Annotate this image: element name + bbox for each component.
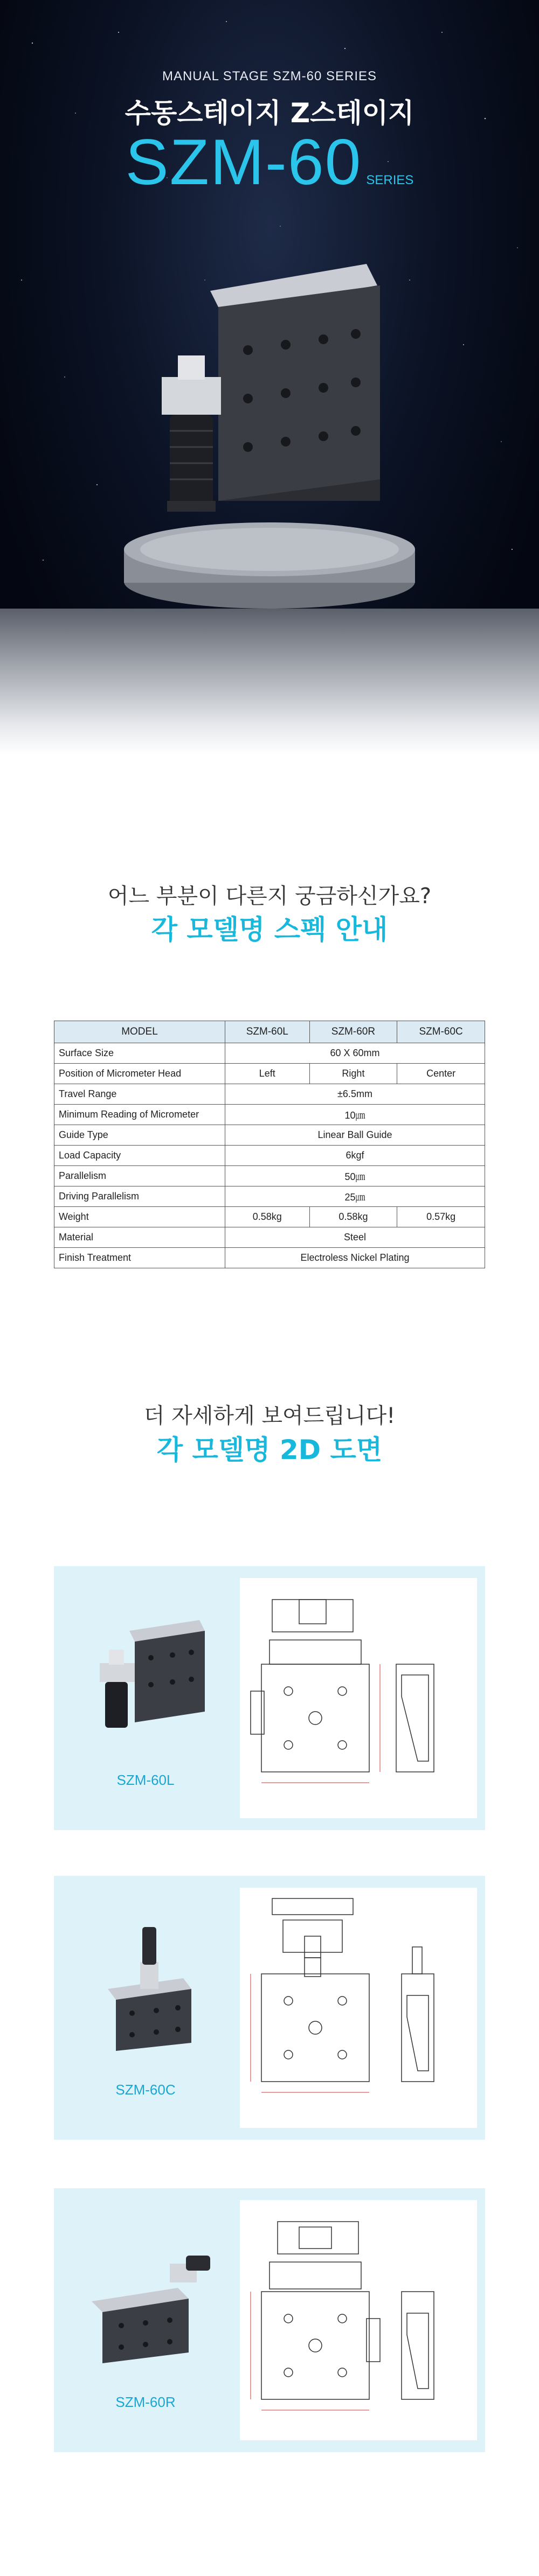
spec-value: 60 X 60mm <box>225 1043 485 1064</box>
panel-label-szm-60c: SZM-60C <box>115 2082 176 2098</box>
spec-value: 10㎛ <box>225 1105 485 1125</box>
spec-value: Electroless Nickel Plating <box>225 1248 485 1268</box>
spec-title: 각 모델명 스펙 안내 <box>151 914 388 945</box>
spec-value: Left <box>225 1064 310 1084</box>
hero-subtitle: MANUAL STAGE SZM-60 SERIES <box>162 69 377 83</box>
spec-value: Center <box>397 1064 485 1084</box>
table-row <box>54 1125 485 1146</box>
drawing-panel-szm-60c <box>54 1876 485 2140</box>
spec-header-row <box>54 1021 485 1043</box>
table-row <box>54 1146 485 1166</box>
spec-label: Driving Parallelism <box>54 1186 225 1207</box>
spec-header-szm-60c: SZM-60C <box>397 1021 485 1043</box>
spec-label: Finish Treatment <box>54 1248 225 1268</box>
product-photo-szm-60r <box>75 2231 216 2366</box>
spec-value: 0.58kg <box>309 1207 397 1227</box>
hero-series-label: SERIES <box>366 173 414 187</box>
spec-label: Minimum Reading of Micrometer <box>54 1105 225 1125</box>
drawing-panel-szm-60l <box>54 1566 485 1830</box>
hero-model <box>0 125 539 199</box>
spec-header-szm-60r: SZM-60R <box>309 1021 397 1043</box>
spec-value: Steel <box>225 1227 485 1248</box>
drawings-title: 각 모델명 2D 도면 <box>156 1434 383 1465</box>
table-row <box>54 1248 485 1268</box>
technical-drawing-szm-60l <box>240 1578 477 1818</box>
table-row <box>54 1064 485 1084</box>
spec-header-szm-60l: SZM-60L <box>225 1021 310 1043</box>
spec-table <box>54 1021 485 1268</box>
table-row <box>54 1043 485 1064</box>
table-row <box>54 1207 485 1227</box>
spec-value: Linear Ball Guide <box>225 1125 485 1146</box>
spec-header-model: MODEL <box>54 1021 225 1043</box>
spec-label: Position of Micrometer Head <box>54 1064 225 1084</box>
spec-label: Load Capacity <box>54 1146 225 1166</box>
panel-label-szm-60r: SZM-60R <box>115 2394 176 2410</box>
table-row <box>54 1166 485 1186</box>
hero-banner <box>0 0 539 754</box>
hero-title: 수동스테이지 Z스테이지 <box>125 97 414 129</box>
z-stage-product-image <box>124 248 415 636</box>
technical-drawing-szm-60c <box>240 1888 477 2128</box>
technical-drawing-szm-60r <box>240 2200 477 2440</box>
spec-value: 50㎛ <box>225 1166 485 1186</box>
spec-label: Material <box>54 1227 225 1248</box>
spec-label: Parallelism <box>54 1166 225 1186</box>
spec-label: Travel Range <box>54 1084 225 1105</box>
spec-label: Weight <box>54 1207 225 1227</box>
spec-value: 0.58kg <box>225 1207 310 1227</box>
drawing-panel-szm-60r <box>54 2188 485 2452</box>
product-photo-szm-60c <box>75 1919 216 2054</box>
spec-value: 25㎛ <box>225 1186 485 1207</box>
spec-label: Guide Type <box>54 1125 225 1146</box>
spec-value: ±6.5mm <box>225 1084 485 1105</box>
table-row <box>54 1186 485 1207</box>
table-row <box>54 1105 485 1125</box>
product-photo-szm-60l <box>75 1609 216 1744</box>
spec-value: 6kgf <box>225 1146 485 1166</box>
spec-value: 0.57kg <box>397 1207 485 1227</box>
spec-value: Right <box>309 1064 397 1084</box>
table-row <box>54 1227 485 1248</box>
table-row <box>54 1084 485 1105</box>
panel-label-szm-60l: SZM-60L <box>116 1772 175 1788</box>
hero-model-name: SZM-60 <box>125 126 362 198</box>
spec-label: Surface Size <box>54 1043 225 1064</box>
spec-question: 어느 부분이 다른지 궁금하신가요? <box>107 884 432 909</box>
drawings-question: 더 자세하게 보여드립니다! <box>143 1404 396 1428</box>
